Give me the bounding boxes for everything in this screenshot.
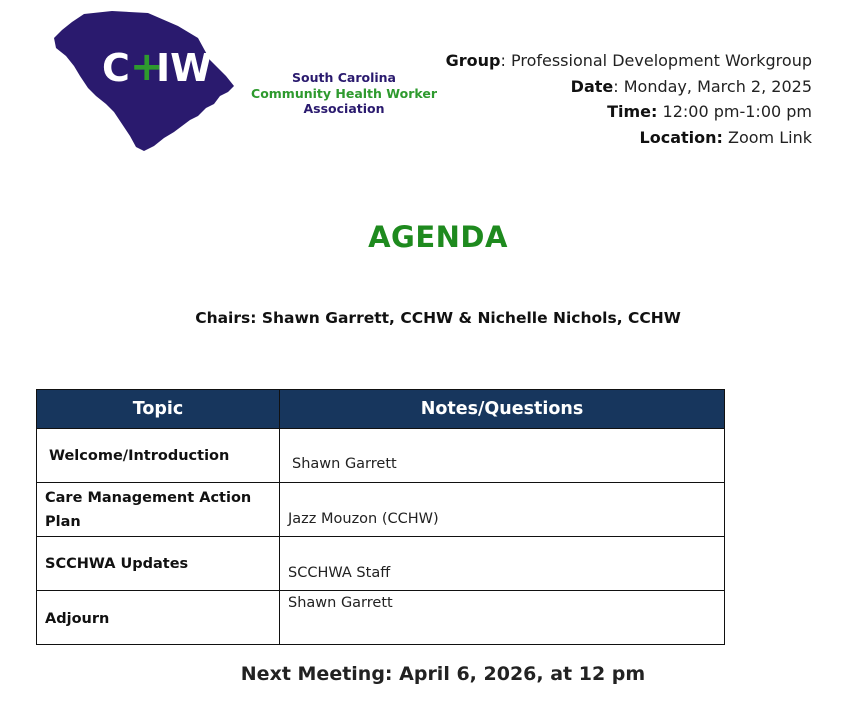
topic-cell bbox=[37, 591, 280, 645]
logo-org-line-2: Community Health Worker bbox=[251, 85, 437, 101]
topic-cell bbox=[37, 483, 280, 537]
note-text: SCCHWA Staff bbox=[288, 565, 391, 581]
logo-cross-icon: + bbox=[130, 44, 164, 90]
note-text: Jazz Mouzon (CCHW) bbox=[288, 511, 439, 527]
south-carolina-map-icon bbox=[50, 8, 270, 156]
next-meeting-line: Next Meeting: April 6, 2026, at 12 pm bbox=[240, 663, 646, 685]
group-value: Professional Development Workgroup bbox=[510, 51, 812, 70]
chairs-line: Chairs: Shawn Garrett, CCHW & Nichelle Nichols, CCHW bbox=[195, 309, 681, 327]
note-cell bbox=[280, 537, 725, 591]
association-logo bbox=[50, 8, 437, 156]
location-value: Zoom Link bbox=[728, 127, 812, 147]
note-cell bbox=[280, 429, 725, 483]
table-row bbox=[37, 483, 725, 537]
logo-org-line-1: South Carolina bbox=[292, 70, 396, 85]
table-row bbox=[37, 537, 725, 591]
logo-org-line-3: Association bbox=[303, 101, 385, 116]
logo-organization-name bbox=[251, 70, 437, 117]
meeting-time bbox=[446, 99, 812, 125]
note-text: Shawn Garrett bbox=[292, 456, 397, 472]
note-text: Shawn Garrett bbox=[288, 595, 393, 611]
group-label: Group bbox=[445, 51, 501, 70]
time-value: 12:00 pm-1:00 pm bbox=[662, 102, 812, 121]
topic-text: Adjourn bbox=[45, 611, 110, 627]
note-cell bbox=[280, 483, 725, 537]
meeting-date: Date: Monday, March 2, 2025 bbox=[570, 76, 812, 96]
topic-cell bbox=[37, 429, 280, 483]
logo-c-letter: C bbox=[102, 46, 130, 90]
location-label: Location: bbox=[639, 127, 723, 147]
logo-hw-letters: IW bbox=[156, 46, 213, 90]
agenda-table bbox=[36, 389, 725, 645]
topic-column-header: Topic bbox=[37, 390, 280, 429]
date-label: Date bbox=[570, 76, 614, 96]
table-row bbox=[37, 429, 725, 483]
topic-cell bbox=[37, 537, 280, 591]
note-cell bbox=[280, 591, 725, 645]
time-label: Time: bbox=[607, 102, 658, 121]
agenda-table-header bbox=[37, 390, 725, 429]
meeting-details bbox=[446, 48, 812, 150]
meeting-group: Group: Professional Development Workgroup bbox=[445, 51, 812, 70]
topic-text: Welcome/Introduction bbox=[49, 448, 230, 464]
meeting-location bbox=[446, 125, 812, 151]
notes-column-header: Notes/Questions bbox=[280, 390, 725, 429]
topic-text: SCCHWA Updates bbox=[45, 556, 189, 572]
agenda-title: AGENDA bbox=[368, 220, 508, 254]
table-row bbox=[37, 591, 725, 645]
date-value: Monday, March 2, 2025 bbox=[623, 76, 812, 96]
topic-text: Care Management Action Plan bbox=[45, 490, 252, 530]
